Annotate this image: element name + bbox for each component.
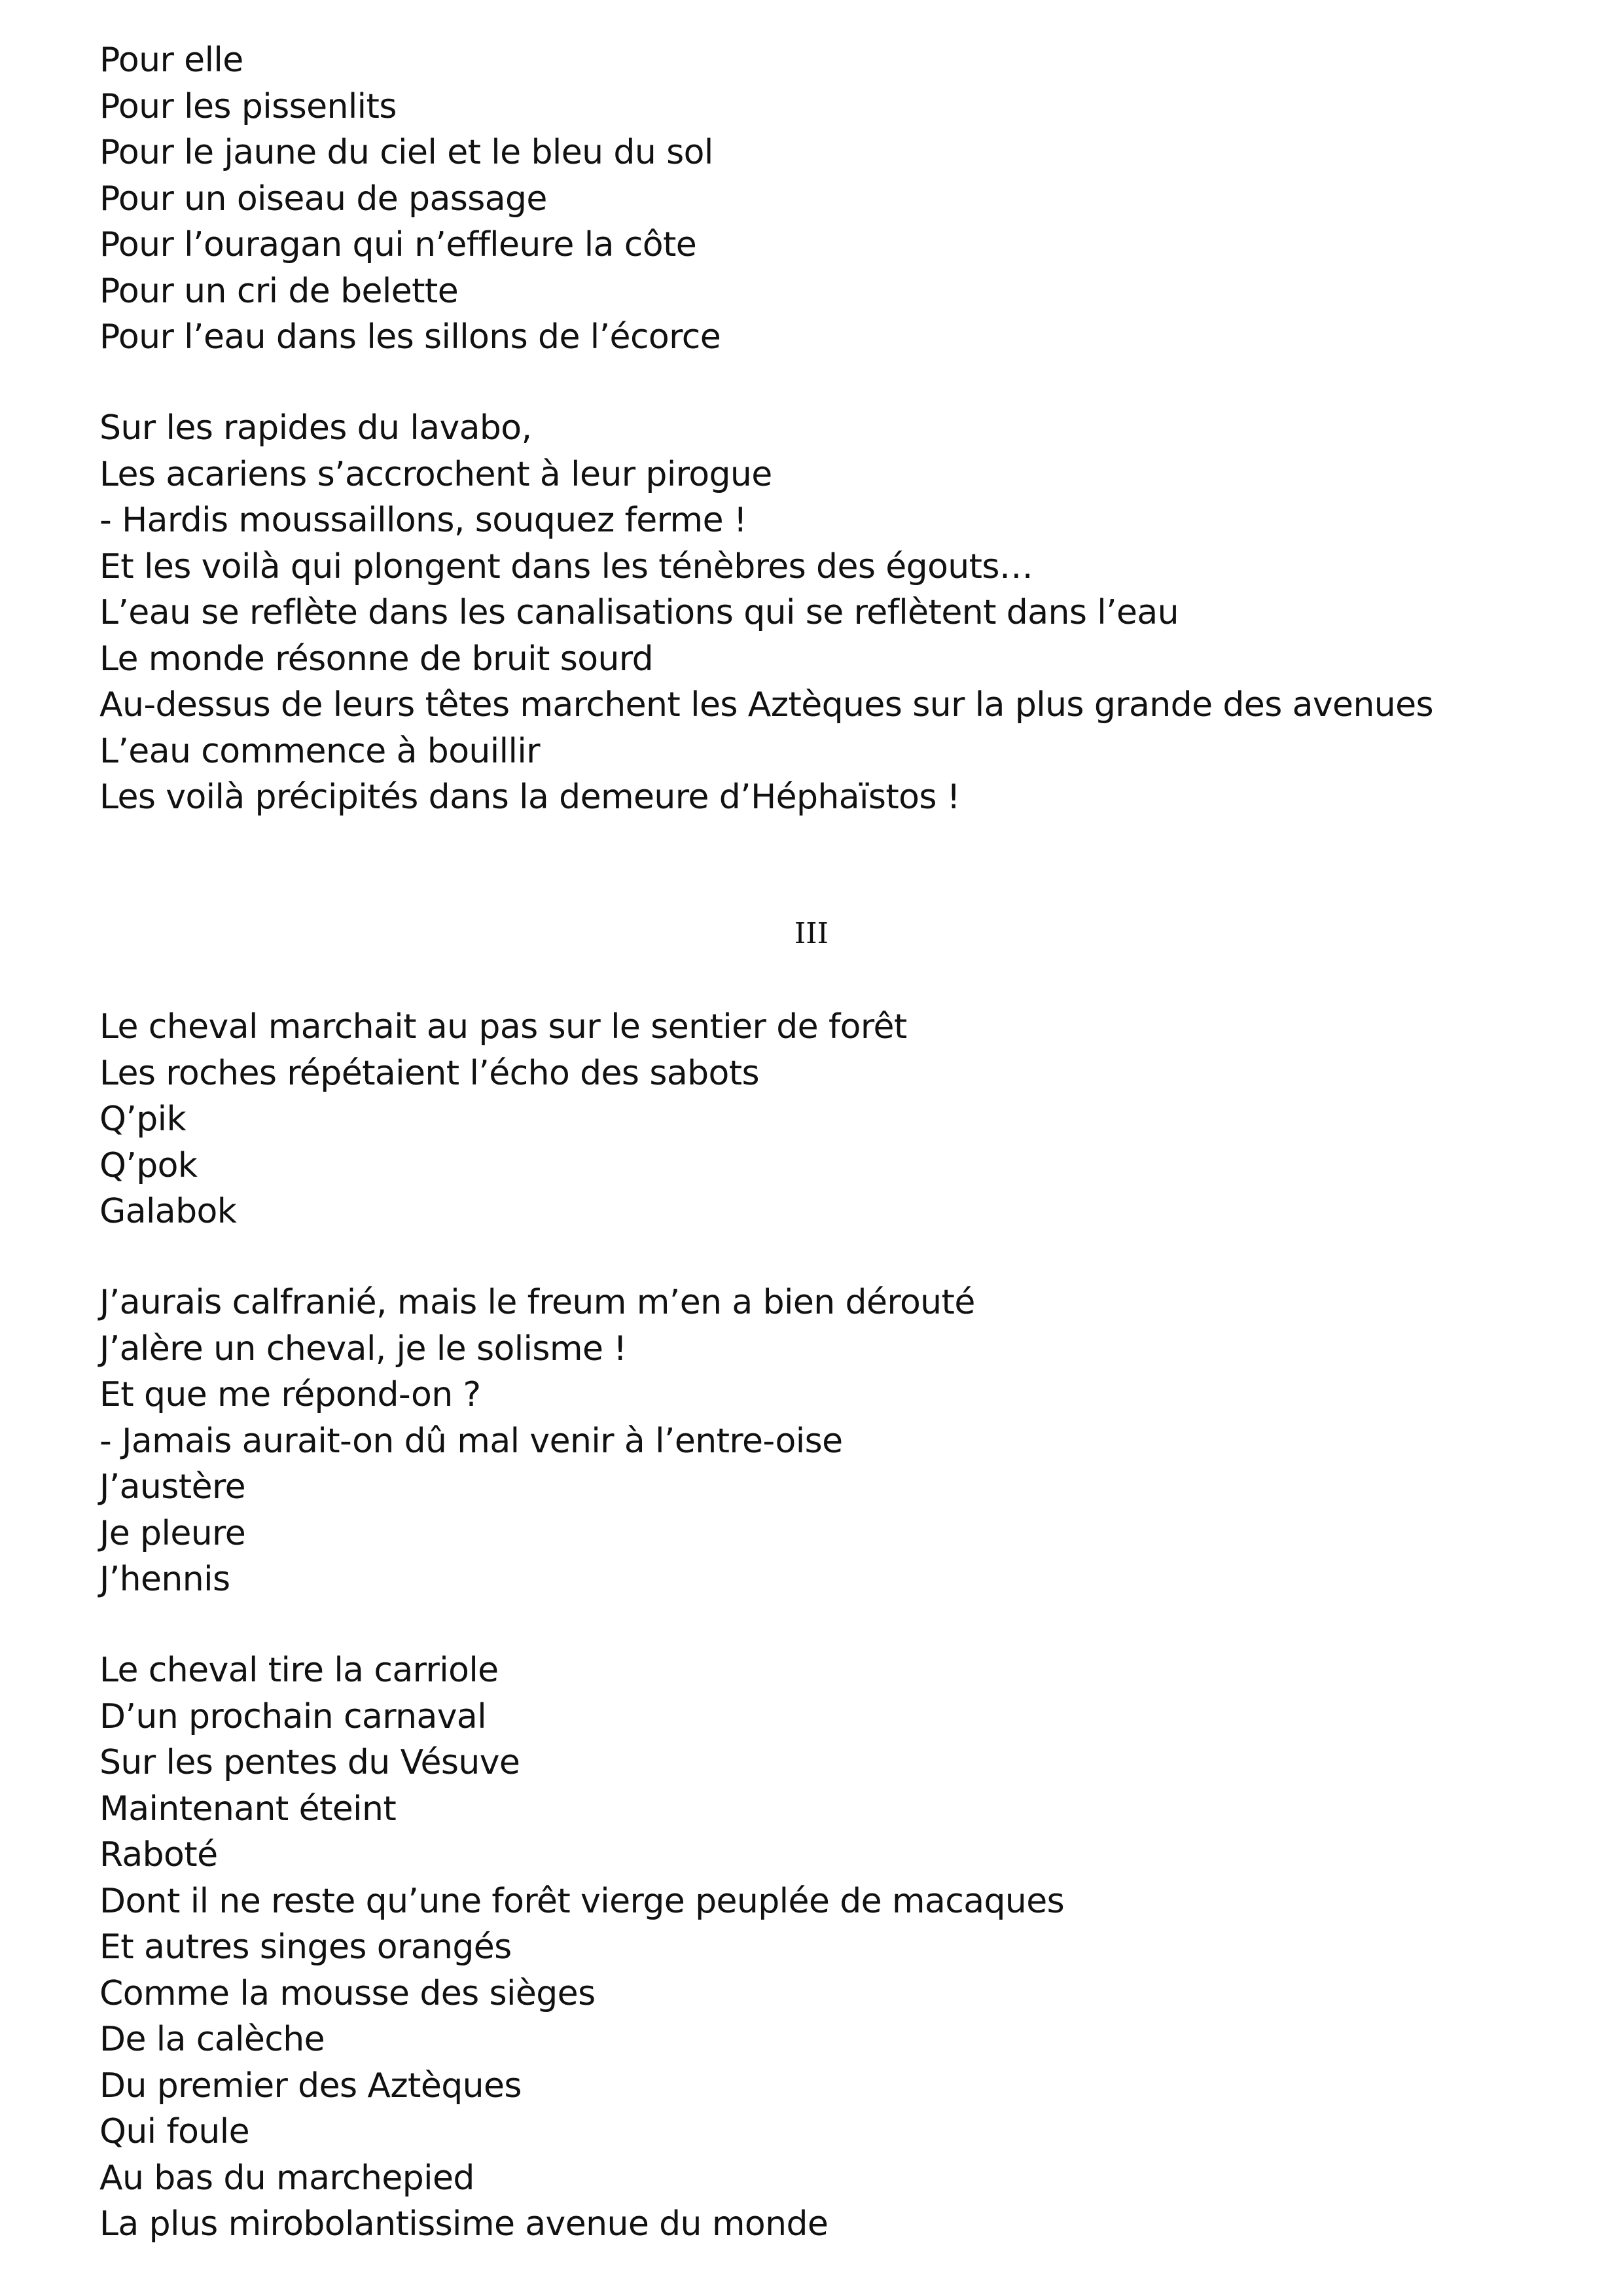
poem-line: Galabok — [99, 1192, 237, 1231]
poem-line: Les voilà précipités dans la demeure d’Héphaïstos ! — [99, 778, 961, 817]
poem-line: Pour l’ouragan qui n’effleure la côte — [99, 225, 697, 264]
poem-line: Q’pok — [99, 1145, 198, 1185]
poem-line: Et que me répond-on ? — [99, 1375, 481, 1414]
poem-line: J’alère un cheval, je le solisme ! — [99, 1329, 627, 1369]
stanza — [99, 405, 1539, 821]
poem-line: Je pleure — [99, 1513, 246, 1553]
poem-line: Le monde résonne de bruit sourd — [99, 639, 654, 679]
poem-line: Au bas du marchepied — [99, 2158, 474, 2198]
poem-line: Pour le jaune du ciel et le bleu du sol — [99, 133, 713, 172]
poem-line: De la calèche — [99, 2020, 325, 2059]
poem-line: J’aurais calfranié, mais le freum m’en a bien dérouté — [99, 1283, 975, 1322]
poem-line: Sur les pentes du Vésuve — [99, 1743, 520, 1782]
poem-line: Les acariens s’accrochent à leur pirogue — [99, 454, 772, 494]
stanza — [99, 1280, 1539, 1603]
poem-line: Maintenant éteint — [99, 1789, 397, 1829]
poem-line: Et autres singes orangés — [99, 1928, 512, 1967]
poem-line: Pour un cri de belette — [99, 271, 459, 311]
poem-line: Qui foule — [99, 2112, 249, 2151]
stanza — [99, 37, 1539, 361]
stanza — [99, 1004, 1539, 1235]
poem-line: L’eau se reflète dans les canalisations qui se reflètent dans l’eau — [99, 593, 1179, 632]
poem-line: Raboté — [99, 1835, 218, 1874]
poem-line: Pour elle — [99, 41, 243, 80]
poem-line: - Jamais aurait-on dû mal venir à l’entre-oise — [99, 1421, 843, 1461]
poem-line: L’eau commence à bouillir — [99, 731, 540, 771]
poem-line: La plus mirobolantissime avenue du monde — [99, 2204, 829, 2244]
poem-line: Dont il ne reste qu’une forêt vierge peuplée de macaques — [99, 1881, 1065, 1921]
stanza — [99, 1647, 1539, 2248]
poem-line: Pour un oiseau de passage — [99, 179, 547, 219]
poem-line: Comme la mousse des sièges — [99, 1973, 596, 2013]
poem-line: Les roches répétaient l’écho des sabots — [99, 1053, 760, 1093]
poem-line: Pour l’eau dans les sillons de l’écorce — [99, 317, 721, 357]
poem-line: - Hardis moussaillons, souquez ferme ! — [99, 501, 747, 540]
poem-line: Au-dessus de leurs têtes marchent les Aztèques sur la plus grande des avenues — [99, 685, 1434, 725]
poem-line: Sur les rapides du lavabo, — [99, 408, 532, 448]
poem-line: D’un prochain carnaval — [99, 1696, 487, 1736]
poem-line: J’hennis — [99, 1560, 230, 1599]
poem-line: Du premier des Aztèques — [99, 2066, 522, 2106]
poem-line: Le cheval tire la carriole — [99, 1651, 499, 1690]
poem-line: Et les voilà qui plongent dans les ténèbres des égouts… — [99, 547, 1033, 586]
poem-line: Pour les pissenlits — [99, 86, 397, 126]
poem-line: Q’pik — [99, 1100, 187, 1139]
poem-line: J’austère — [99, 1467, 245, 1507]
poem-line: Le cheval marchait au pas sur le sentier de forêt — [99, 1007, 907, 1047]
section-heading: III — [794, 917, 829, 950]
